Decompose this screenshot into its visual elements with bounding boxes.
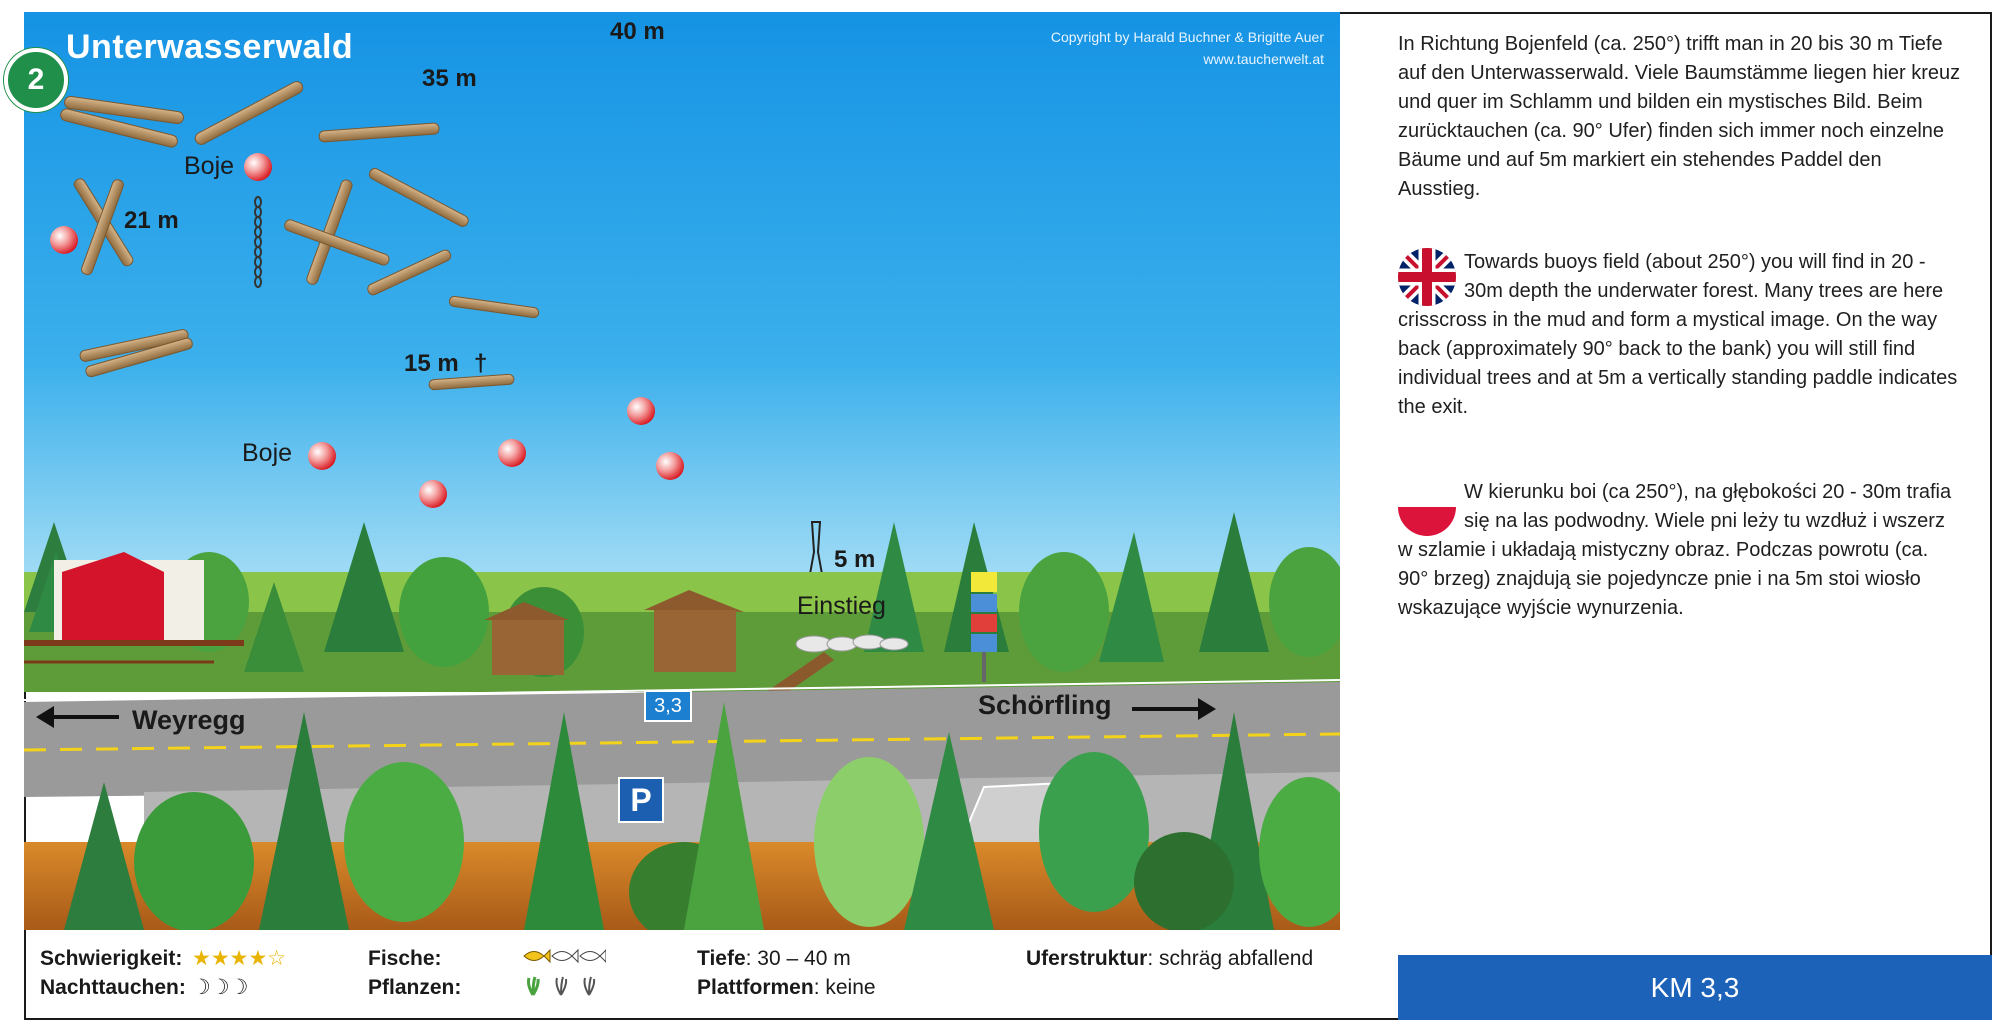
copyright-url: www.taucherwelt.at <box>1203 51 1324 67</box>
parking-sign: P <box>618 777 664 823</box>
uk-flag-icon <box>1398 248 1456 306</box>
fish-icons <box>522 945 606 972</box>
poland-flag-icon <box>1398 478 1456 536</box>
description-english: Towards buoys field (about 250°) you will find in 20 - 30m depth the underwater forest. Many trees are here crisscross in the mud and form a mystical image. On the way back (approximately 90° back to the bank) you will still find individual trees and at 5m a vertically standing paddle indicates the exit. <box>1398 251 1958 418</box>
km-road-sign: 3,3 <box>644 690 692 722</box>
difficulty-stars: ★★★★☆ <box>192 946 287 970</box>
road-label-schoerfling: Schörfling <box>978 690 1112 720</box>
depth-info <box>697 947 851 971</box>
plant-icons <box>524 975 604 1002</box>
depth-label-15m: 15 m <box>404 350 459 377</box>
map-illustration <box>24 12 1340 930</box>
site-number-badge: 2 <box>4 48 68 112</box>
shore-structure-info <box>1026 947 1313 971</box>
description-english-block <box>1398 248 1963 422</box>
copyright <box>900 26 1324 70</box>
dive-site-map <box>24 12 1340 930</box>
depth-value: : 30 – 40 m <box>745 947 851 970</box>
description-german: In Richtung Bojenfeld (ca. 250°) trifft man in 20 bis 30 m Tiefe auf den Unterwasserwald. Viele Baumstämme liegen hier kreuz und quer im Schlamm und bilden ein mystisches Bild. Beim zurücktauchen (ca. 90° Ufer) finden sich immer noch einzelne Bäume und auf 5m markiert ein stehendes Paddel den Ausstieg. <box>1398 33 1961 200</box>
depth-label-21m: 21 m <box>124 207 179 234</box>
fish-label: Fische: <box>368 947 442 970</box>
shore-structure-label: Uferstruktur <box>1026 947 1148 970</box>
depth-label-40m: 40 m <box>610 18 665 45</box>
platforms-info <box>697 976 876 1000</box>
night-diving-label: Nachttauchen: <box>40 976 186 999</box>
buoy-label: Boje <box>184 152 235 180</box>
entry-label: Einstieg <box>797 592 886 620</box>
platforms-value: : keine <box>813 976 876 999</box>
description-polish: W kierunku boi (ca 250°), na głębokości 20 - 30m trafia się na las podwodny. Wiele pni leży tu wzdłuż i wszerz w szlamie i układają mistyczny obraz. Podczas powrotu (ca. 90° brzeg) znajdują sie pojedyncze pnie i na 5m stoi wiosło wskazujące wyjście wynurzenia. <box>1398 481 1952 619</box>
cross-symbol: † <box>474 350 488 377</box>
plants-label: Pflanzen: <box>368 976 462 999</box>
buoy-label: Boje <box>242 439 293 467</box>
depth-label-35m: 35 m <box>422 65 477 92</box>
copyright-line: Copyright by Harald Buchner & Brigitte Auer <box>1050 29 1324 45</box>
platforms-label: Plattformen <box>697 976 814 999</box>
shore-structure-value: : schräg abfallend <box>1147 947 1314 970</box>
depth-label: Tiefe <box>697 947 746 970</box>
site-title: Unterwasserwald <box>66 28 354 66</box>
difficulty-label: Schwierigkeit: <box>40 947 183 970</box>
description-polish-block <box>1398 478 1963 623</box>
road-label-weyregg: Weyregg <box>132 705 246 735</box>
km-badge: KM 3,3 <box>1398 955 1992 1020</box>
depth-label-5m: 5 m <box>834 546 876 573</box>
night-diving-moons: ☽☽☽ <box>192 975 249 999</box>
